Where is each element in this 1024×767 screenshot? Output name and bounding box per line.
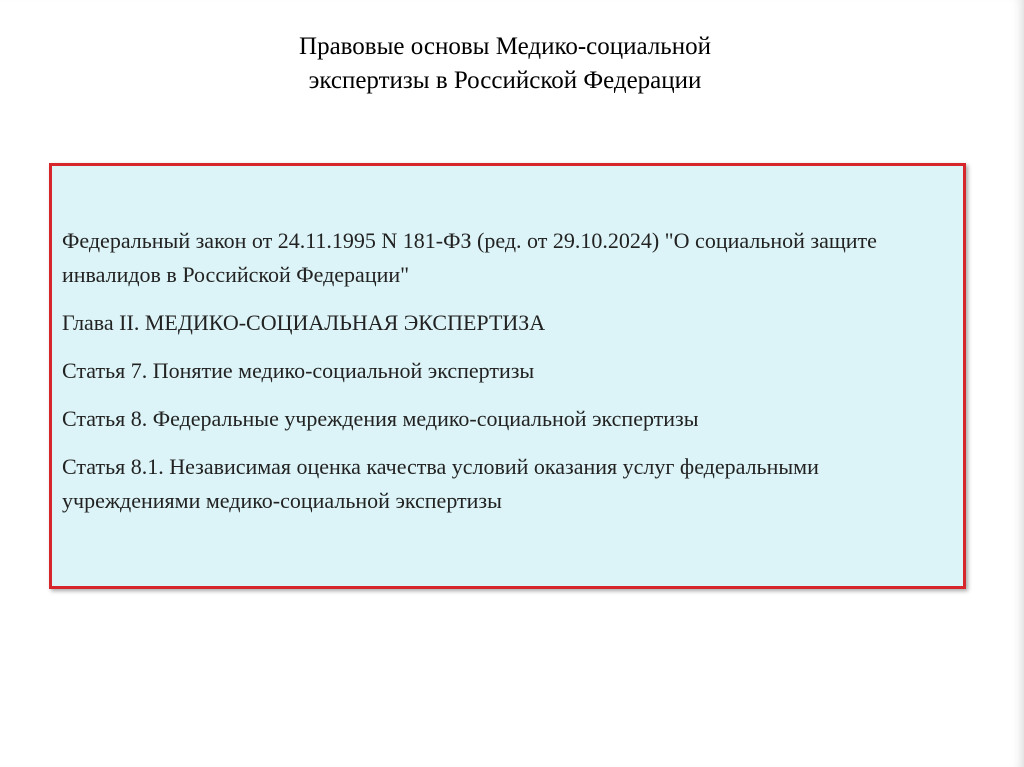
chapter-paragraph: Глава II. МЕДИКО-СОЦИАЛЬНАЯ ЭКСПЕРТИЗА	[62, 310, 546, 335]
article-8-1-paragraph: Статья 8.1. Независимая оценка качества условий оказания услуг федеральными учреждениями медико-социальной экспертизы	[62, 454, 819, 513]
content-text	[62, 224, 952, 532]
slide-title-line-2: экспертизы в Российской Федерации	[308, 67, 702, 94]
article-8-paragraph: Статья 8. Федеральные учреждения медико-социальной экспертизы	[62, 406, 699, 431]
content-box	[49, 163, 966, 589]
slide-title-line-1: Правовые основы Медико-социальной	[299, 33, 711, 60]
slide-title	[0, 30, 1010, 98]
article-7-paragraph: Статья 7. Понятие медико-социальной экспертизы	[62, 358, 535, 383]
law-reference-paragraph: Федеральный закон от 24.11.1995 N 181-ФЗ (ред. от 29.10.2024) "О социальной защите инвалидов в Российской Федерации"	[62, 228, 877, 287]
